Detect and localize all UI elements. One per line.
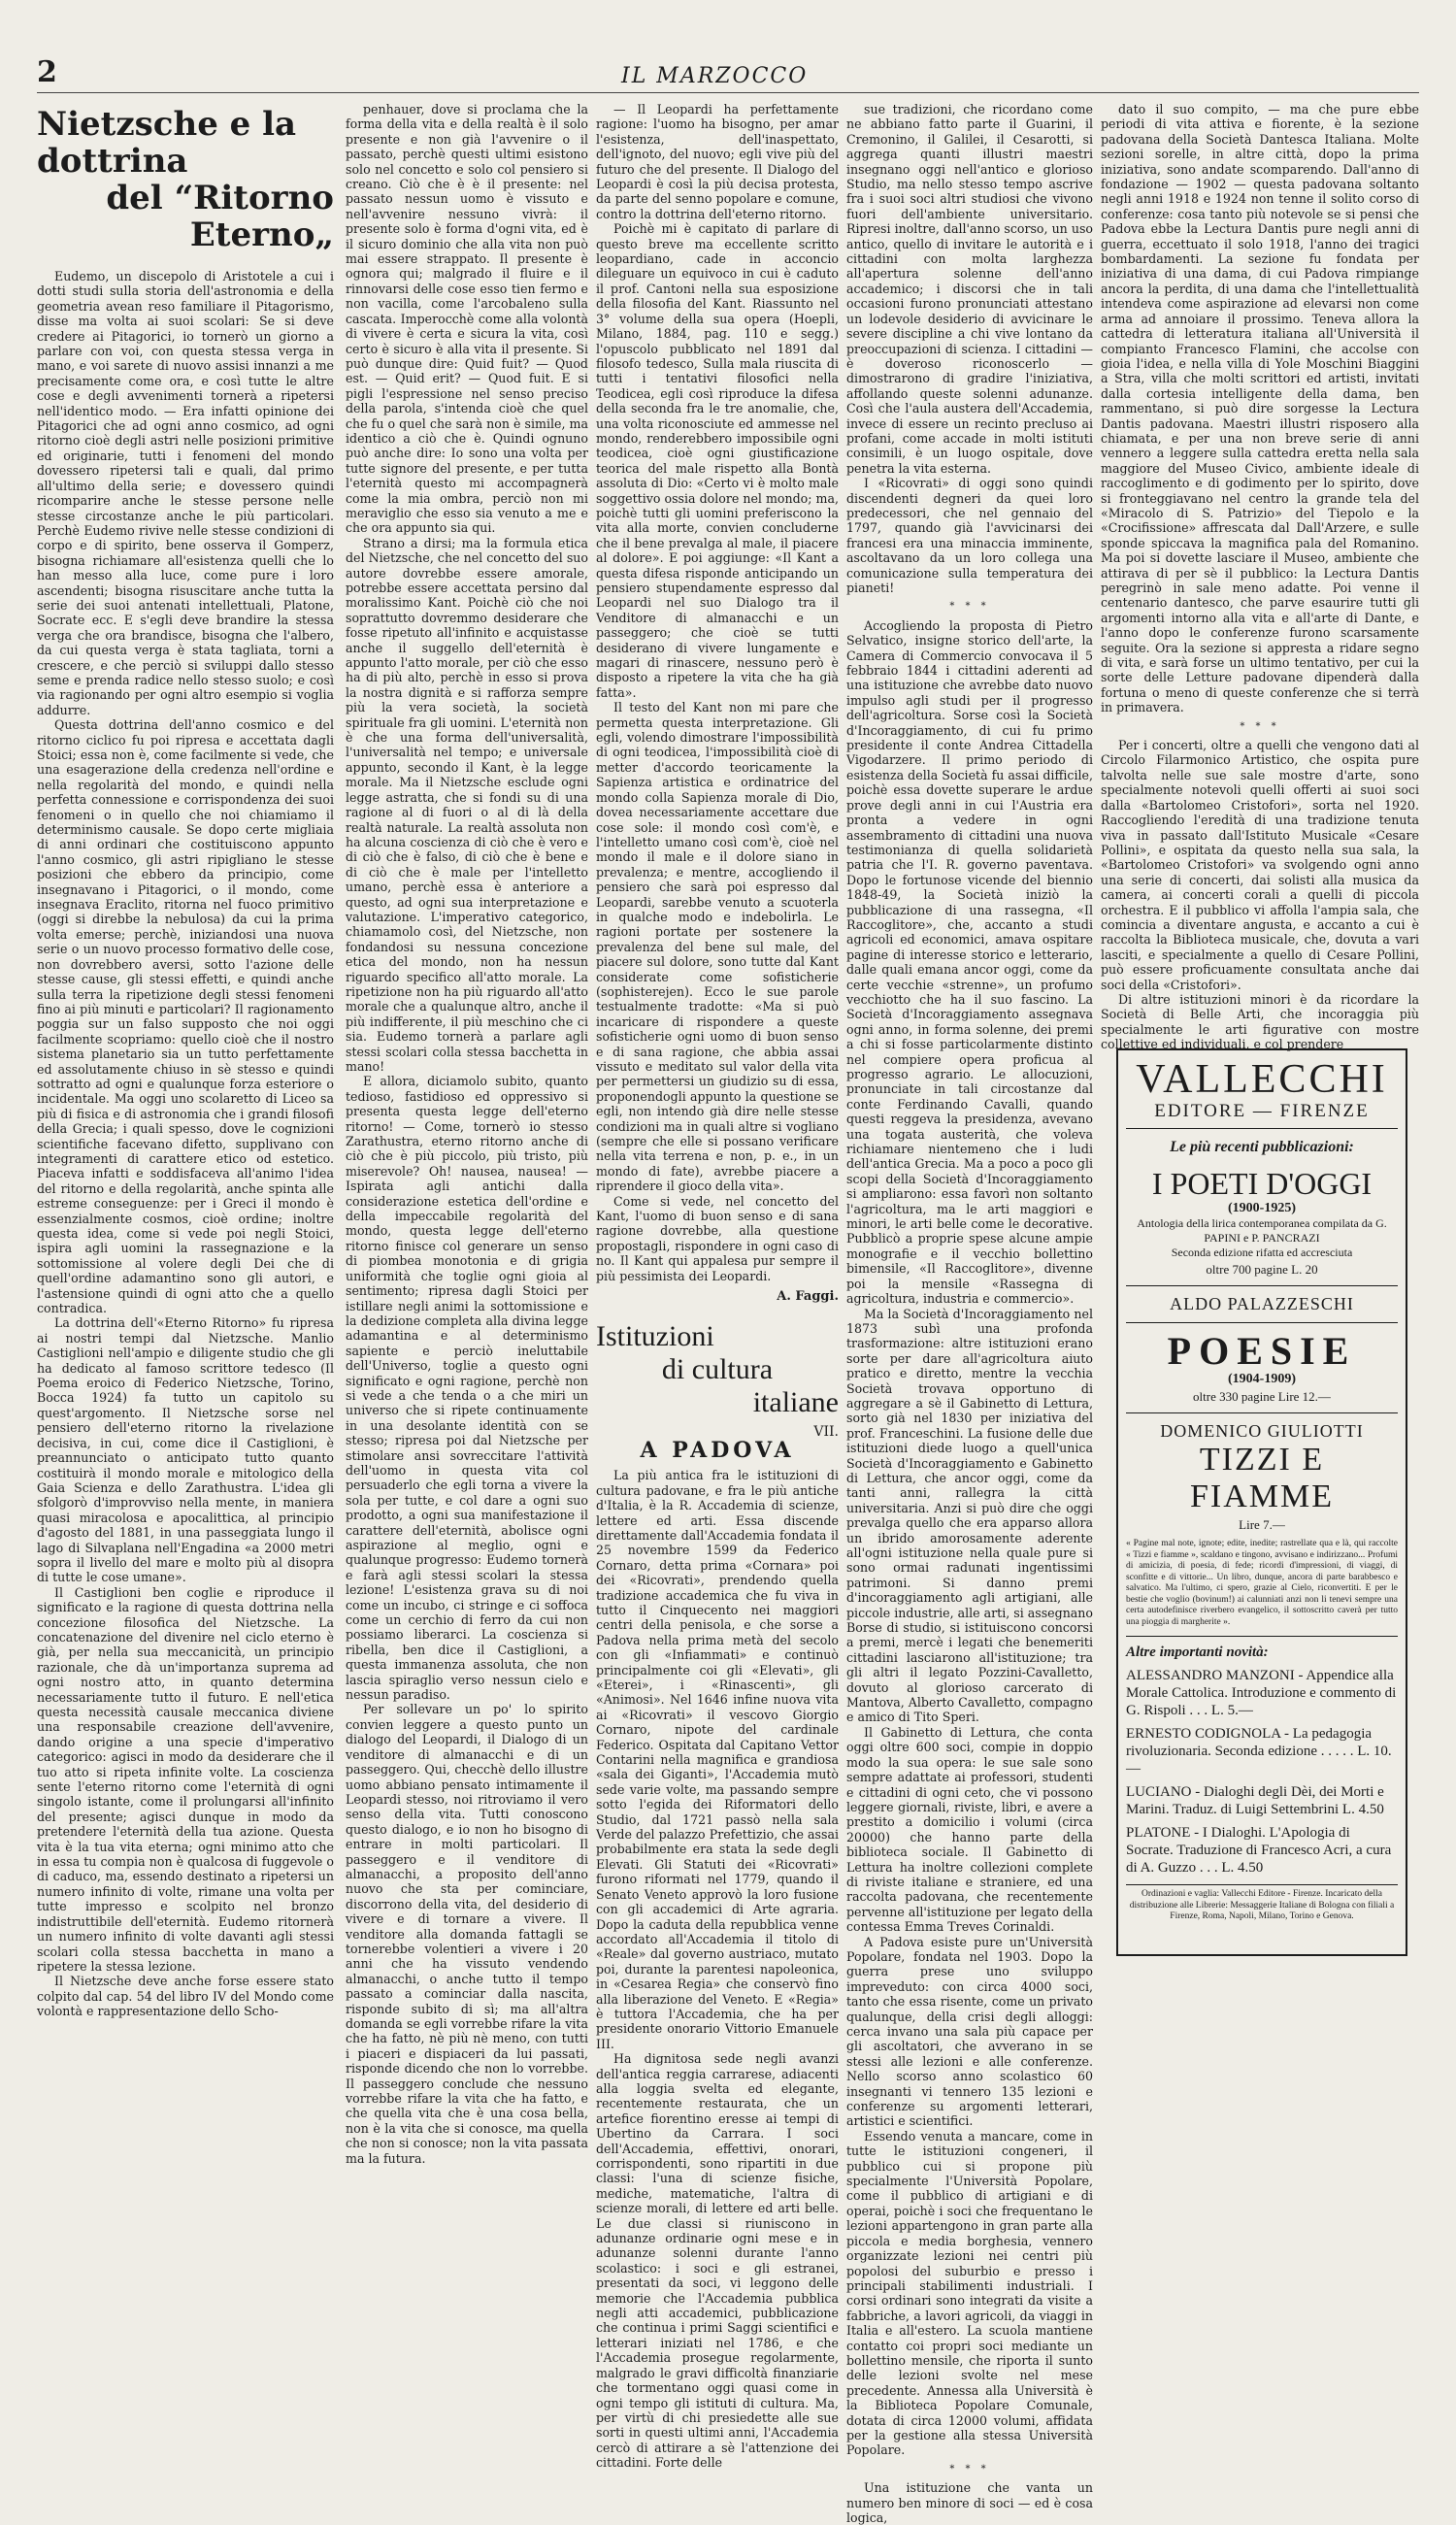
header-rule [37, 92, 1419, 93]
page-number: 2 [37, 55, 57, 89]
ad-book-years: (1904-1909) [1228, 1372, 1296, 1386]
byline: A. Faggi. [777, 1289, 839, 1305]
section-separator: * * * [949, 601, 990, 613]
paragraph: E allora, diciamolo subito, quanto tedioso, fastidioso ed oppressivo si presenta questa legge dell'eterno ritorno! — Come, tornerò io stesso Zarathustra, eterno ritorno anche di ciò che è più piccolo, più tristo, più miserevole? Oh! nausea, nausea! — Ispirata agli antichi dalla considerazione estetica dell'ordine e della impeccabile regolarità del mondo, questa legge dell'eterno ritorno finisce col generare un senso di piombea monotonia e di grigia uniformità che toglie ogni gioia al sentimento; ripresa dagli Stoici per istillare negli animi la sottomissione e la dedizione completa alla divina legge adamantina e al determinismo sapiente e perciò ineluttabile dell'Universo, toglie a questo ogni significato e ogni ragione, perchè non si vede a che tenda o a che miri un universo che si ripete continuamente in una desolante identità con se stesso; ripresa poi dal Nietzsche per stimolare ansi sovreccitare l'attività dell'uomo in questa vita col persuaderlo che egli torna a vivere la sola per tutte, e col dare a ogni suo prodotto, a ogni sua manifestazione il carattere dell'eternità, abolisce ogni aspirazione al meglio, ogni e qualunque progresso: Eudemo tornerà e farà agli stessi scolari la stessa lezione! L'esistenza grava su di noi come un incubo, ci stringe e ci soffoca come un cerchio di ferro da cui non possiamo liberarci. La coscienza si ribella, ben dice il Castiglioni, a questa immanenza assoluta, che non lascia spiraglio verso nessun cielo e nessun paradiso. [346, 1074, 588, 1703]
series-number: VII. [813, 1423, 839, 1440]
paragraph: La più antica fra le istituzioni di cultura padovane, e fra le più antiche d'Italia, è la R. Accademia di scienze, lettere ed arti. Essa discende direttamente dall'Accademia fondata il 25 novembre 1599 da Federico Cornaro, detta prima «Cornara» poi dei «Ricovrati», prendendo quella tradizione accademica che fu viva in tutto il Cinquecento nei maggiori centri della penisola, e che sorse a Padova nella prima metà del secolo con gli «Infiammati» e continuò principalmente coi gli «Elevati», gli «Eterei», i «Rinascenti», gli «Animosi». Nel 1646 infine nuova vita ai «Ricovrati» il vescovo Giorgio Cornaro, nipote del cardinale Federico. Ospitata dal Capitano Vettor Contarini nella magnifica e grandiosa «sala dei Giganti», l'Accademia mutò sede varie volte, ma passando sempre sotto l'egida dei Riformatori dello Studio, dal 1721 passò nella sala Verde del palazzo Prefettizio, che assai probabilmente era stata la sede degli Elevati. Gli Statuti dei «Ricovrati» furono riformati nel 1779, quando il Senato Veneto approvò la loro fusione con gli accademici di Arte agraria. Dopo la caduta della repubblica venne accordato all'Accademia il titolo di «Reale» dal governo austriaco, mutato poi, durante la parentesi napoleonica, in «Cesarea Regia» che conservò fino alla liberazione del Veneto. E «Regia» è tuttora l'Accademia, che ha per presidente onorario Vittorio Emanuele III. [596, 1468, 839, 2051]
ad-book-price: oltre 700 pagine L. 20 [1206, 1262, 1318, 1277]
ad-divider [1126, 1322, 1398, 1323]
ad-divider [1126, 1412, 1398, 1413]
column-3 [596, 102, 839, 2471]
ad-list-item: ERNESTO CODIGNOLA - La pedagogia rivoluzionaria. Seconda edizione . . . . . L. 10.— [1126, 1726, 1392, 1777]
paragraph: Il Castiglioni ben coglie e riproduce il significato e la ragione di questa dottrina nella concezione filosofica del Nietzsche. La concatenazione del divenire nel ciclo eterno è già, per nella sua meccanicità, un principio razionale, che dà un'importanza suprema ad ogni nostro atto, in quanto determina necessariamente tutto il futuro. E nell'etica questa necessità causale meccanica diviene una responsabile creazione dell'avvenire, dando origine a una specie d'imperativo categorico: agisci in modo da desiderare che il tuo atto si ripeta infinite volte. La coscienza sente l'eterno ritorno come l'eternità di ogni singolo istante, come il prolungarsi all'infinito del presente; agisci dunque in modo da pretendere l'eternità della tua azione. Questa vita è la tua vita eterna; ogni minimo atto che in essa tu compia non è qualcosa di fuggevole o di caduco, ma, essendo destinato a ripetersi un numero infinito di volte, rimane una volta per tutte impresso e scolpito nel bronzo indistruttibile dell'eternità. Eudemo ritornerà un numero infinito di volte davanti agli stessi scolari colla stessa bacchetta in mano a ripetere la stessa lezione. [37, 1584, 334, 1974]
paragraph: Come si vede, nel concetto del Kant, l'uomo di buon senso e di sana ragione dovrebbe, alla questione propostagli, rispondere in ogni caso di no. Il Kant qui appalesa pur sempre il più pessimista dei Leopardi. [596, 1193, 839, 1283]
paragraph: dato il suo compito, — ma che pure ebbe periodi di vita attiva e fiorente, è la sezione padovana della Società Dantesca Italiana. Molte sezioni sorelle, in altre città, dopo la prima iniziativa, sono andate scomparendo. Dall'anno di fondazione — 1902 — questa padovana soltanto negli anni 1918 e 1924 non tenne il solito corso di conferenze: cosa tanto più notevole se si pensi che Padova ebbe la Lectura Dantis pure negli anni di guerra, eccettuato il solo 1918, l'anno dei tragici bombardamenti. La sezione fu fondata per iniziativa di una dama, di cui Padova rimpiange ancora la perdita, di una dama che l'intellettualità intendeva come aspirazione ad elevarsi non come arma ad annoiare il prossimo. Teneva allora la cattedra di letteratura italiana all'Università il compianto Francesco Flamini, che accolse con gioia l'idea, e nella villa di Yole Moschini Biaggini a Stra, villa che molti scrittori ed artisti, invitati dalla cortesia intelligente della dama, ben rammentano, si può dire sorgesse la Lectura Dantis padovana. Maestri illustri risposero alla chiamata, e per una non breve serie di anni vennero a leggere sulla cattedra eretta nella sala maggiore del Museo Civico, ambiente ideale di raccoglimento e di godimento per lo spirito, dove si fronteggiavano nel centro la grande tela del «Miracolo di S. Patrizio» del Tiepolo e la «Crocifissione» affrescata dal Dall'Arzere, e sulle sponde spiccava la magnifica pala del Romanino. Ma poi si dovette lasciare il Museo, ambiente che attirava di per sè il pubblico: la Lectura Dantis peregrinò in sale meno adatte. Poi venne il centenario dantesco, che parve esaurire tutti gli argomenti intorno alla vita e all'arte di Dante, e l'anno dopo le conferenze furono scarsamente seguite. Ora la sezione si appresta a ridare segno di vita, e sarà forse un ultimo tentativo, per cui la sorte delle Letture padovane dipenderà dalla fortuna o meno di queste conferenze che si terrà in primavera. [1101, 102, 1419, 715]
ad-footer: Ordinazioni e vaglia: Vallecchi Editore - Firenze. Incaricato della distribuzione alle Librerie: Messaggerie Italiane di Bologna con filiali a Firenze, Roma, Napoli, Milano, Torino e Genova. [1126, 1884, 1398, 1923]
ad-book-author: ALDO PALAZZESCHI [1170, 1294, 1354, 1313]
article-title-line2: del “Ritorno Eterno„ [106, 179, 334, 254]
paragraph: Il testo del Kant non mi pare che permetta questa interpretazione. Gli egli, volendo dimostrare l'impossibilità di ogni teodicea, l'impossibilità cioè di metter d'accordo teoricamente la Sapienza artistica e ordinatrice del mondo colla Sapienza morale di Dio, dovea necessariamente accettare due cose sole: il mondo così com'è, e l'intelletto umano così com'è, cioè nel mondo il male e il dolore siano in prevalenza; e mentre, accogliendo il pensiero che sarà poi espresso dal Leopardi, sarebbe venuto a scuoterla in qualche modo e indebolirla. Le ragioni portate per sostenere la prevalenza del bene sul male, del piacere sul dolore, sono tutte dal Kant considerate come sofisticherie (sophisterejen). Ecco le sue parole testualmente tradotte: «Ma si può incaricare di rispondere a queste sofisticherie ogni uomo di buon senso e di sana ragione, che abbia assai vissuto e meditato sul valor della vita per permettersi un giudizio su di essa, proponendogli appunto la questione se egli, non intendo già dire nelle stesse condizioni ma in quali altre si vogliano (sempre che elle si possano verificare nella vita terrena e non, p. e., in un mondo di fate), avrebbe piacere a riprendere il gioco della vita». [596, 700, 839, 1194]
series-title-line2: di cultura [661, 1352, 774, 1385]
ad-list-item: LUCIANO - Dialoghi degli Dèi, dei Morti e Marini. Traduz. di Luigi Settembrini L. 4.50 [1126, 1784, 1384, 1817]
paragraph: Il Gabinetto di Lettura, che conta oggi oltre 600 soci, compie in doppio modo la sua opera: le sue sale sono sempre adattate ai professori, studenti e cittadini di ogni ceto, che vi possono leggere giornali, riviste, libri, e avere a prestito a domicilio i volumi (circa 20000) che hanno parte della biblioteca sociale. Il Gabinetto di Lettura ha inoltre collezioni complete di riviste italiane e straniere, ed una raccolta padovana, che recentemente pervenne all'istituzione per legato della contessa Emma Treves Corinaldi. [846, 1724, 1093, 1935]
ad-book-title: I POETI D'OGGI [1151, 1166, 1373, 1201]
series-subtitle: A PADOVA [640, 1437, 795, 1463]
ad-book-years: (1900-1925) [1228, 1201, 1296, 1215]
ad-book-author: DOMENICO GIULIOTTI [1160, 1421, 1364, 1441]
series-title-line3: italiane [752, 1385, 839, 1418]
paragraph: Essendo venuta a mancare, come in tutte le istituzioni congeneri, il pubblico cui si propone più specialmente l'Università Popolare, come il pubblico di artigiani e di operai, poichè i soci che frequentano le lezioni appartengono in gran parte alla piccola e media borghesia, vennero organizzate lezioni nei centri più popolosi del suburbio e presso i principali stabilimenti industriali. I corsi ordinari sono integrati da visite a fabbriche, a lavori agricoli, da viaggi in Italia e all'estero. La scuola mantiene contatto coi propri soci mediante un bollettino mensile, che riporta il sunto delle lezioni svolte nel mese precedente. Annessa alla Università è la Biblioteca Popolare Comunale, dotata di circa 12000 volumi, affidata per la gestione alla stessa Università Popolare. [846, 2128, 1093, 2458]
series-title [596, 1320, 839, 1419]
section-separator: * * * [1240, 720, 1280, 732]
ad-divider [1126, 1636, 1398, 1637]
column-1 [37, 102, 334, 2019]
paragraph: Accogliendo la proposta di Pietro Selvatico, insigne storico dell'arte, la Camera di Commercio convocava il 5 febbraio 1844 i cittadini aderenti ad una istituzione che avrebbe dato nuovo impulso agli studi per il progresso dell'agricoltura. Sorse così la Società d'Incoraggiamento, di cui fu primo presidente il conte Andrea Cittadella Vigodarzere. Il primo periodo di esistenza della Società fu assai difficile, poichè essa dovette superare le ardue prove degli anni in cui l'Austria era pronta a vedere in ogni assembramento di cittadini una nuova testimonianza di quella solidarietà patria che l'I. R. governo paventava. Dopo le fortunose vicende del biennio 1848-49, la Società iniziò la pubblicazione di una rassegna, «Il Raccoglitore», che, accanto a studi agricoli ed economici, amava ospitare pagine di interesse storico e letterario, dalle quali emana ancor oggi, come da certe vecchie «strenne», un profumo vecchiotto che ha il suo fascino. La Società d'Incoraggiamento assegnava ogni anno, in forma solenne, dei premi a chi si fosse particolarmente distinto nel compiere opera proficua al progresso agrario. Le allocuzioni, pronunciate in tali circostanze dal conte Ferdinando Cavalli, quando questi reggeva la presidenza, avevano una togata austerità, che voleva richiamare nientemeno che i ludi dell'antica Grecia. Ma a poco a poco gli scopi della Società d'Incoraggiamento si ampliarono: essa favorì non soltanto l'agricoltura, ma le arti maggiori e minori, le arti belle come le decorative. Pubblicò a proprie spese alcune ampie monografie e il vecchio bollettino bimensile, «Il Raccoglitore», divenne poi la mensile «Rassegna di agricoltura, industria e commercio». [846, 617, 1093, 1307]
page-header [0, 0, 1456, 89]
article-title [37, 106, 334, 253]
ad-book-price: Lire 7.— [1239, 1517, 1285, 1532]
paragraph: Ha dignitosa sede negli avanzi dell'antica reggia carrarese, adiacenti alla loggia svelta ed elegante, recentemente restaurata, che un artefice fiorentino eresse ai tempi di Ubertino da Carrara. I soci dell'Accademia, effettivi, onorari, corrispondenti, sono ripartiti in due classi: l'una di scienze fisiche, mediche, matematiche, l'altra di scienze morali, di lettere ed arti belle. Le due classi si riuniscono in adunanze ordinarie ogni mese e in adunanze solenni durante l'anno scolastico: i soci e gli estranei, presentati da soci, vi leggono delle memorie che l'Accademia pubblica negli atti accademici, pubblicazione che continua i primi Saggi scientifici e letterari iniziati nel 1786, e che l'Accademia prosegue regolarmente, malgrado le gravi difficoltà finanziarie che tormentano oggi quasi come in ogni tempo gli istituti di cultura. Ma, per virtù di chi presiedette alle sue sorti in questi ultimi anni, l'Accademia cercò di attirare a sè l'attenzione dei cittadini. Forte delle [596, 2051, 839, 2471]
ad-book-title: TIZZI E FIAMME [1189, 1442, 1335, 1514]
ad-book-title: POESIE [1167, 1329, 1357, 1373]
paragraph: Il Nietzsche deve anche forse essere stato colpito dal cap. 54 del libro IV del Mondo come volontà e rappresentazione dello Scho- [37, 1974, 334, 2019]
paragraph: Per i concerti, oltre a quelli che vengono dati al Circolo Filarmonico Artistico, che ospita pure talvolta nelle sue sale mostre d'arte, sono specialmente notevoli quelli offerti ai suoi soci dalla «Bartolomeo Cristofori», sorta nel 1920. Raccogliendo l'eredità di una tradizione tenuta viva in passato dall'Istituto Musicale «Cesare Pollini», e ospitata da questo nella sua sala, la «Bartolomeo Cristofori» va svolgendo ogni anno una serie di concerti, dai solisti alla musica da camera, ai concerti corali a quelli di piccola orchestra. E il pubblico vi affolla l'ampia sala, che comincia a diventare angusta, e accanto a cui è raccolta la Biblioteca musicale, che, dovuta a vari lasciti, e specialmente a quello di Cesare Pollini, può essere proficuamente consultata anche dai soci della «Cristofori». [1101, 738, 1419, 992]
ad-book-edition: Seconda edizione rifatta ed accresciuta [1171, 1246, 1353, 1259]
ad-publisher-city: EDITORE — FIRENZE [1126, 1101, 1398, 1129]
ad-divider [1126, 1285, 1398, 1286]
column-4 [846, 102, 1094, 2525]
paragraph: Una istituzione che vanta un numero ben minore di soci — ed è cosa logica, [846, 2480, 1093, 2525]
paragraph: I «Ricovrati» di oggi sono quindi discendenti degneri da quei loro predecessori, che nel gennaio del 1797, quando già l'avvicinarsi dei francesi era una minaccia imminente, ascoltavano da un loro collega una comunicazione sulla temperatura dei pianeti! [846, 476, 1093, 595]
paragraph: Di altre istituzioni minori è da ricordare la Società di Belle Arti, che incoraggia più specialmente le arti figurative con mostre collettive ed individuali, e col prendere [1101, 991, 1419, 1052]
section-separator: * * * [949, 2463, 990, 2475]
paragraph: Eudemo, un discepolo di Aristotele a cui i dotti studi sulla storia dell'astronomia e della geometria avean reso familiare il Pitagorismo, disse ma volta ai suoi scolari: Se si deve credere ai Pitagorici, io tornerò un giorno a parlare con voi, con questa stessa verga in mano, e voi sarete di nuovo assisi innanzi a me precisamente come ora, e così tutte le altre cose e degli avvenimenti tornerà a ripetersi nell'identico modo. — Era infatti opinione dei Pitagorici che ad ogni anno cosmico, ad ogni ritorno cioè degli astri nelle posizioni primitive ed originarie, tutti i fenomeni del mondo dovessero ripetersi tali e quali, dal primo all'ultimo della serie; e dovessero quindi ricomparire anche le stesse persone nelle stesse circostanze anche le più particolari. Perchè Eudemo rivive nelle stesse condizioni di corpo e di spirito, bene osserva il Gomperz, bisogna richiamare all'esistenza quelli che lo han messo alla luce, come pure i loro ascendenti; bisogna risuscitare anche tutta la serie dei suoi antenati intellettuali, Platone, Socrate ecc. E s'egli deve brandire la stessa verga che ora brandisce, bisogna che l'albero, da cui questa verga è stata tagliata, torni a crescere, e che perciò si sviluppi dallo stesso seme e prenda radice nello stesso suolo; e così via ragionando per ogni altro esempio si voglia addurre. [37, 269, 334, 717]
ad-intro: Le più recenti pubblicazioni: [1170, 1139, 1354, 1155]
masthead: IL MARZOCCO [621, 64, 809, 88]
series-title-line1: Istituzioni [596, 1319, 714, 1352]
paragraph: Poichè mi è capitato di parlare di questo breve ma eccellente scritto leopardiano, cade in acconcio dileguare un equivoco in cui è caduto il prof. Cantoni nella sua esposizione della filosofia del Kant. Riassunto nel 3° volume della sua opera (Hoepli, Milano, 1884, pag. 110 e segg.) l'opuscolo pubblicato nel 1891 dal filosofo tedesco, Sulla mala riuscita di tutti i tentativi filosofici nella Teodicea, egli così riproduce la difesa della seconda fra le tre anomalie, che, una volta riconosciute ed ammesse nel mondo, renderebbero impossibile ogni teodicea, cioè ogni giustificazione teorica del male rispetto alla Bontà assoluta di Dio: «Certo vi è molto male soggettivo ossia dolore nel mondo; ma, poichè tutti gli uomini preferiscono la vita alla morte, convien concluderne che il bene prevalga al male, il piacere al dolore». E poi aggiunge: «Il Kant a questa difesa risponde anticipando un pensiero stupendamente espresso dal Leopardi nel suo Dialogo tra il Venditore di almanacchi e un passeggero; che cioè se tutti desiderano di vivere lungamente e magari di rinascere, nessuno però è disposto a ripetere la vita che ha già fatta». [596, 221, 839, 700]
paragraph: Ma la Società d'Incoraggiamento nel 1873 subì una profonda trasformazione: altre istituzioni erano sorte per dare all'agricoltura aiuto pratico e diretto, mentre la vecchia Società trovava opportuno di aggregare a sè il Gabinetto di Lettura, sorto già nel 1830 per iniziativa del prof. Franceschini. La fusione delle due istituzioni diede luogo a quell'unica Società d'Incoraggiamento e Gabinetto di Lettura, che ancor oggi, come da tanti anni, rallegra la città universitaria. Anzi si può dire che oggi prevalga quello che era apparso allora un ibrido amorosamente aderente all'ogni istituzione nella quale pure si sono ormai radunati ingentissimi patrimoni. Si danno premi d'incoraggiamento agli artigiani, alle piccole industrie, alle arti, si assegnano Borse di studio, si istituiscono concorsi a premi, mercè i legati che benemeriti cittadini lasciarono all'istituzione; tra gli altri il legato Pozzini-Cavalletto, dovuto al glorioso carcerato di Mantova, Alberto Cavalletto, compagno e amico di Tito Speri. [846, 1306, 1094, 1725]
paragraph: Strano a dirsi; ma la formula etica del Nietzsche, che nel concetto del suo autore dovrebbe essere amorale, potrebbe essere accettata persino dal moralissimo Kant. Poichè ciò che noi soprattutto dovremmo desiderare che fosse ripetuto all'infinito e acquistasse anche il suggello dell'eternità è appunto l'atto morale, per ciò che esso ha di più alto, perchè in esso si prova la nostra dignità e si rafforza sempre più la vera società, la società spirituale fra gli uomini. L'eternità non è che una forma dell'universalità, l'universalità nel tempo; e universale appunto, secondo il Kant, è la legge morale. Ma il Nietzsche esclude ogni legge astratta, che si fondi su di una ragione al di fuori o al di là della realtà naturale. La realtà assoluta non ha alcuna coscienza di ciò che è vero e di ciò che è falso, di ciò che è bene e di ciò che è male per l'intelletto umano, perchè essa è anteriore a questo, ad ogni sua interpretazione e valutazione. L'imperativo categorico, chiamamolo così, del Nietzsche, non fondandosi su nessuna concezione etica del mondo, non ha nessun riguardo specifico all'atto morale. La ripetizione non ha più riguardo all'atto morale che a qualunque altro, anche il più indifferente, il più meschino che ci sia. Eudemo tornerà a parlare agli stessi scolari colla stessa bacchetta in mano! [346, 535, 588, 1074]
ad-list-item: PLATONE - I Dialoghi. L'Apologia di Socrate. Traduzione di Francesco Acri, a cura di A. Guzzo . . . L. 4.50 [1126, 1825, 1392, 1876]
ad-book-quote: « Pagine mal note, ignote; edite, inedite; rastrellate qua e là, qui raccolte « Tizzi e fiamme », scaldano e tingono, avvisano e indirizzano... Profumi di amicizia, di poesia, di fede; ricordi d'impressioni, di viaggi, di sconfitte e di vittorie... Un libro, dunque, ancora di parte barabbesco e salvatico. Ma l'ultimo, ci spero, grazie al Cielo, riconvertiti. E per le bestie che voglio (bovinum!) ai calunniati anzi non li tenevi sempre una certa autodefinisce riverbero evangelico, il sottoscritto caverà per tutto una pioggia di margherite ». [1126, 1539, 1398, 1627]
column-2 [346, 102, 588, 2166]
paragraph: — Il Leopardi ha perfettamente ragione: l'uomo ha bisogno, per amar l'esistenza, dell'inaspettato, dell'ignoto, del nuovo; egli vive più del futuro che del presente. Il Dialogo del Leopardi è così la più decisa protesta, da parte del senno popolare e comune, contro la dottrina dell'eterno ritorno. [596, 102, 839, 221]
ad-publisher: VALLECCHI [1136, 1057, 1388, 1102]
paragraph: sue tradizioni, che ricordano come ne abbiano fatto parte il Guarini, il Cremonino, il Galilei, il Cesarotti, si aggrega quanti illustri maestri insegnano oggi nell'antico e glorioso Studio, ma nello stesso tempo ascrive fra i suoi soci altri studiosi che vivono fuori dell'ambiente universitario. Ripresi inoltre, dall'anno scorso, un uso antico, quello di invitare le autorità e i cittadini con molta larghezza all'apertura solenne dell'anno accademico; i discorsi che in tali occasioni furono pronunciati attestano un lodevole desiderio di avvicinare le severe discipline a chi vive lontano da preoccupazioni di scienza. I cittadini — è doveroso riconoscerlo — dimostrarono di gradire l'iniziativa, affollando queste solenni adunanze. Così che l'aula austera dell'Accademia, invece di essere un recinto precluso ai profani, come accade in molti istituti consimili, è un luogo ospitale, dove penetra la vita esterna. [846, 102, 1093, 476]
ad-others-title: Altre importanti novità: [1126, 1645, 1269, 1660]
paragraph: penhauer, dove si proclama che la forma della vita e della realtà è il solo presente e non già l'avvenire o il passato, perchè questi ultimi esistono solo nel concetto e solo col pensiero si creano. Ciò che è è il presente: nel passato nessun uomo è vissuto e nell'avvenire nessuno vivrà: il presente solo è forma d'ogni vita, ed è il sicuro dominio che alla vita non può mai essere strappato. Il presente è ognora qui; malgrado il fluire e il rinnovarsi delle cose esso tien fermo e non vacilla, come l'arcobaleno sulla cascata. Imperocchè come alla volontà di vivere è certa e sicura la vita, così certo è sicuro è alla vita il presente. Si può dunque dire: Quid fuit? — Quod est. — Quid erit? — Quod fuit. E si pigli l'espressione nel senso preciso della parola, s'intenda cioè che quel che fu o quel che sarà non è simile, ma identico a ciò che è. Quindi ognuno può anche dire: Io sono una volta per tutte signore del presente, e per tutta l'eternità questo mi accompagnerà come la mia ombra, perciò non mi meraviglio che esso sia venuto a me e che ora appunto sia qui. [346, 102, 588, 536]
paragraph: Questa dottrina dell'anno cosmico e del ritorno ciclico fu poi ripresa e accettata dagli Stoici; essa non è, come facilmente si vede, che una esagerazione della credenza nell'ordine e nella regolarità del mondo, e quindi nella perfetta connessione e corrispondenza dei suoi fenomeni o in quello che noi chiamiamo il determinismo causale. Se dopo certe migliaia di anni ordinari che costituiscono appunto l'anno cosmico, gli astri ripigliano le stesse posizioni che ebbero da principio, come insegnavano i Pitagorici, o il mondo, come insegnava Eraclito, ritorna nel fuoco primitivo (oggi si direbbe la nebulosa) da cui la prima volta emerse; perchè, iniziandosi una nuova serie o un nuovo processo formativo delle cose, non dovrebbero aversi, sotto l'azione delle stesse cause, gli stessi effetti, e quindi anche sulla terra la ripetizione degli stessi fenomeni fino ai più minuti e particolari? Il ragionamento poggia sur un falso supposto che noi oggi facilmente scopriamo: quello cioè che il nostro sistema planetario sia un tutto perfettamente ed assolutamente chiuso in sè stesso e quindi sottratto ad ogni e qualunque forza esteriore o incidentale. Ma oggi uno scolaretto di Liceo sa più di fisica e di astronomia che i grandi filosofi della Grecia; i quali spesso, dove le cognizioni scientifiche facevano difetto, supplivano con integramenti di carattere etico od estetico. Piaceva infatti e soddisfaceva all'animo l'idea del ritorno e della regolarità, anche spinta alle estreme conseguenze: per i Greci il mondo è essenzialmente cosmos, cioè ordine; inoltre questa idea, come si vede poi negli Stoici, ispira agli uomini la rassegnazione e la sottomissione al volere degli Dei che di quell'ordine adamantino sono gli autori, e l'astensione quindi di ogni atto che a quello contradica. [37, 717, 334, 1316]
ad-book-price: oltre 330 pagine Lire 12.— [1193, 1389, 1331, 1404]
article-title-line1: Nietzsche e la dottrina [37, 105, 297, 181]
paragraph: A Padova esiste pure un'Università Popolare, fondata nel 1903. Dopo la guerra prese uno sviluppo impreveduto: con circa 4000 soci, tanto che essa risente, come un privato qualunque, della crisi degli alloggi: cerca invano una sala più capace per gli ascoltatori, che avverano in se stessi alle lezioni e alle conferenze. Nello scorso anno scolastico 60 insegnanti vi tennero 135 lezioni e conferenze su argomenti letterari, artistici e scientifici. [846, 1934, 1093, 2129]
paragraph: Per sollevare un po' lo spirito convien leggere a questo punto un dialogo del Leopardi, il Dialogo di un venditore di almanacchi e di un passeggero. Qui, checchè dello illustre uomo abbiano pensato intimamente il Leopardi stesso, noi ritroviamo il vero senso della vita. Tutti conoscono questo dialogo, e io non ho bisogno di entrare in molti particolari. Il passeggero e il venditore di almanacchi, a proposito dell'anno nuovo che sta per cominciare, discorrono della vita, del desiderio di vivere e di tornare a vivere. Il venditore alla domanda fattagli se tornerebbe volentieri a vivere i 20 anni che ha vissuto vendendo almanacchi, o anche tutto il tempo passato a cominciar dalla nascita, risponde subito di sì; ma all'altra domanda se egli vorrebbe rifare la vita che ha fatto, nè più nè meno, con tutti i piaceri e dispiaceri da lui passati, risponde dicendo che non lo vorrebbe. Il passeggero conclude che nessuno vorrebbe rifare la vita che ha fatto, e che quella vita che è una cosa bella, non è la vita che si conosce, ma quella che non si conosce; non la vita passata ma la futura. [346, 1702, 588, 2166]
paragraph: La dottrina dell'«Eterno Ritorno» fu ripresa ai nostri tempi dal Nietzsche. Manlio Castiglioni nell'ampio e diligente studio che gli ha dedicato al famoso scrittore tedesco (Il Poema eroico di Federico Nietzsche, Torino, Bocca 1924) fa tutto un capitolo su quest'argomento. Il Nietzsche sorse nel pensiero dell'eterno ritorno la rivelazione decisiva, in cui, come dice il Castiglioni, è preannunciato o anticipato tutto quanto costituirà il mondo morale e mitologico della Gaia Scienza e dello Zarathustra. L'idea gli sfolgorò d'improvviso nella mente, in maniera quasi miracolosa e apocalittica, al principio d'agosto del 1881, in una passeggiata lungo il lago di Silvaplana nell'Engadina «a 2000 metri sopra il livello del mare e molto più al disopra di tutte le cose umane». [37, 1315, 334, 1585]
ad-book-description: Antologia della lirica contemporanea compilata da G. PAPINI e P. PANCRAZI [1137, 1216, 1387, 1245]
column-5 [1101, 102, 1419, 1052]
vallecchi-advertisement [1116, 1048, 1407, 1956]
ad-list-item: ALESSANDRO MANZONI - Appendice alla Morale Cattolica. Introduzione e commento di G. Rispoli . . . L. 5.— [1126, 1668, 1397, 1718]
